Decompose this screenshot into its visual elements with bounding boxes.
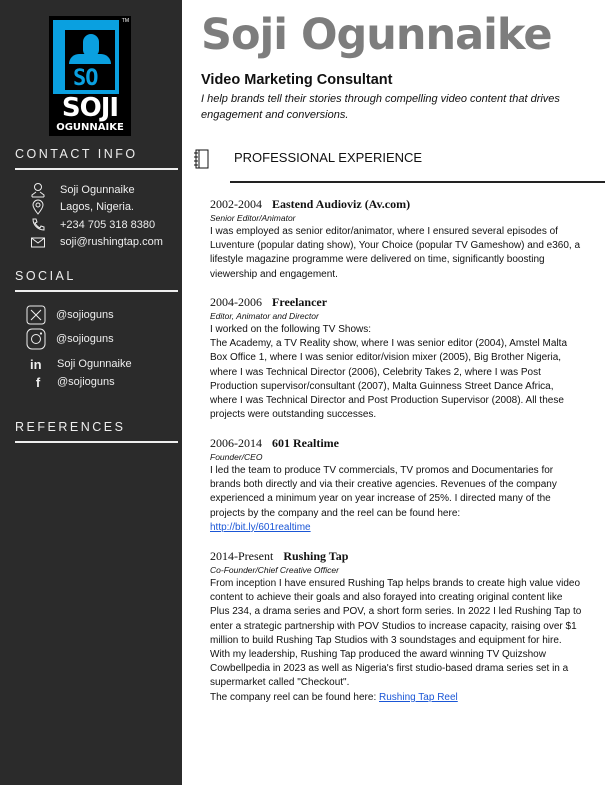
social-text[interactable]: Soji Ogunnaike	[57, 358, 132, 370]
contact-text: Lagos, Nigeria.	[60, 201, 134, 213]
name-title: Soji Ogunnaike	[201, 10, 552, 60]
x-icon	[26, 305, 46, 325]
contact-text: Soji Ogunnaike	[60, 184, 135, 196]
logo-subtext: OGUNNAIKE	[56, 122, 124, 133]
job-role: Editor, Animator and Director	[210, 311, 319, 321]
linkedin-icon: in	[30, 356, 42, 372]
experience-heading: PROFESSIONAL EXPERIENCE	[234, 150, 423, 165]
social-text[interactable]: @sojioguns	[57, 376, 115, 388]
facebook-icon: f	[35, 374, 41, 390]
job-company: Eastend Audioviz (Av.com)	[272, 197, 411, 211]
job-intro: I worked on the following TV Shows:	[210, 324, 372, 335]
divider	[15, 290, 178, 292]
social-x[interactable]	[26, 305, 114, 325]
social-text[interactable]: @sojioguns	[56, 333, 114, 345]
user-icon	[30, 182, 46, 198]
job-outro: The company reel can be found here:	[210, 691, 377, 703]
references-heading: REFERENCES	[15, 420, 126, 434]
sidebar	[0, 0, 182, 785]
instagram-icon	[26, 328, 46, 350]
contact-text[interactable]: soji@rushingtap.com	[60, 236, 163, 248]
job-years: 2014-Present	[210, 549, 274, 563]
job-title: Video Marketing Consultant	[201, 72, 393, 88]
contact-location	[30, 199, 134, 215]
notebook-icon	[193, 149, 211, 169]
contact-heading: CONTACT INFO	[15, 147, 138, 161]
job-description: From inception I have ensured Rushing Tap helps brands to create high value video content to achieve their goals and also forayed into creating original content like Plus 234, a drama series and POV, a short form series. In 2022 I led Rushing Tap to enter a strategic partnership with POV Studios to increase capacity, raising over $1 million to build Rushing Tap Studios with 3 soundstages and equipment for hire. With my leadership, Rushing Tap produced the award winning TV Quizshow Cowbellpedia in 2023 as well as Nigeria's first studio-based drama series set in a supermarket called "Checkout".	[210, 578, 582, 689]
job-company: Freelancer	[272, 295, 328, 309]
job-entry	[210, 294, 582, 422]
job-years: 2002-2004	[210, 197, 262, 211]
logo-mark: SO	[73, 66, 98, 91]
job-company: 601 Realtime	[272, 436, 339, 450]
job-entry	[210, 548, 582, 705]
logo	[49, 16, 131, 136]
contact-email[interactable]	[30, 234, 163, 250]
contact-phone	[30, 217, 155, 233]
job-role: Co-Founder/Chief Creative Officer	[210, 565, 339, 575]
contact-name	[30, 182, 135, 198]
divider	[15, 441, 178, 443]
social-linkedin[interactable]	[30, 356, 132, 372]
social-heading: SOCIAL	[15, 269, 76, 283]
job-role: Senior Editor/Animator	[210, 213, 296, 223]
job-description: I was employed as senior editor/animator, where I ensured several episodes of Luventure (popular dating show), Your Choice (popular TV Gameshow) and e360, a lifestyle magazine programme were delivered on time, significantly boosting viewership and engagement.	[210, 226, 581, 280]
logo-tm: TM	[121, 18, 129, 24]
reel-link[interactable]: http://bit.ly/601realtime	[210, 521, 311, 533]
phone-icon	[30, 217, 46, 233]
divider	[230, 181, 605, 183]
logo-text: SOJI	[61, 93, 119, 123]
location-icon	[30, 199, 46, 215]
contact-text: +234 705 318 8380	[60, 219, 156, 231]
divider	[15, 168, 178, 170]
mail-icon	[30, 234, 46, 250]
job-description: I led the team to produce TV commercials, TV promos and Documentaries for brands both directly and via their creative agencies. Revenues of the company experienced a minimum year on year increase of 25%. I directed many of the projects by the company and the reel can be found here:	[210, 465, 557, 519]
job-years: 2006-2014	[210, 436, 262, 450]
job-description: The Academy, a TV Reality show, where I was senior editor (2004), Amstel Malta Box Office 1, where I was senior editor/vision mixer (2005), Big Brother Nigeria, where I was Technical Director (2006), Celebrity Takes 2, where I was Post Production supervisor/consultant (2007), Malta Guinness Street Dance Africa, where I was Technical Director and Post Production Supervisor (2008). All these projects were outstanding successes.	[210, 338, 568, 421]
social-facebook[interactable]	[30, 374, 115, 390]
job-years: 2004-2006	[210, 295, 262, 309]
job-role: Founder/CEO	[210, 452, 263, 462]
social-instagram[interactable]	[26, 328, 114, 350]
job-entry	[210, 196, 582, 282]
social-text[interactable]: @sojioguns	[56, 309, 114, 321]
job-company: Rushing Tap	[283, 549, 349, 563]
tagline: I help brands tell their stories through compelling video content that drives engagement and conversions.	[201, 93, 560, 121]
reel-link[interactable]: Rushing Tap Reel	[379, 691, 458, 703]
job-entry	[210, 435, 582, 535]
